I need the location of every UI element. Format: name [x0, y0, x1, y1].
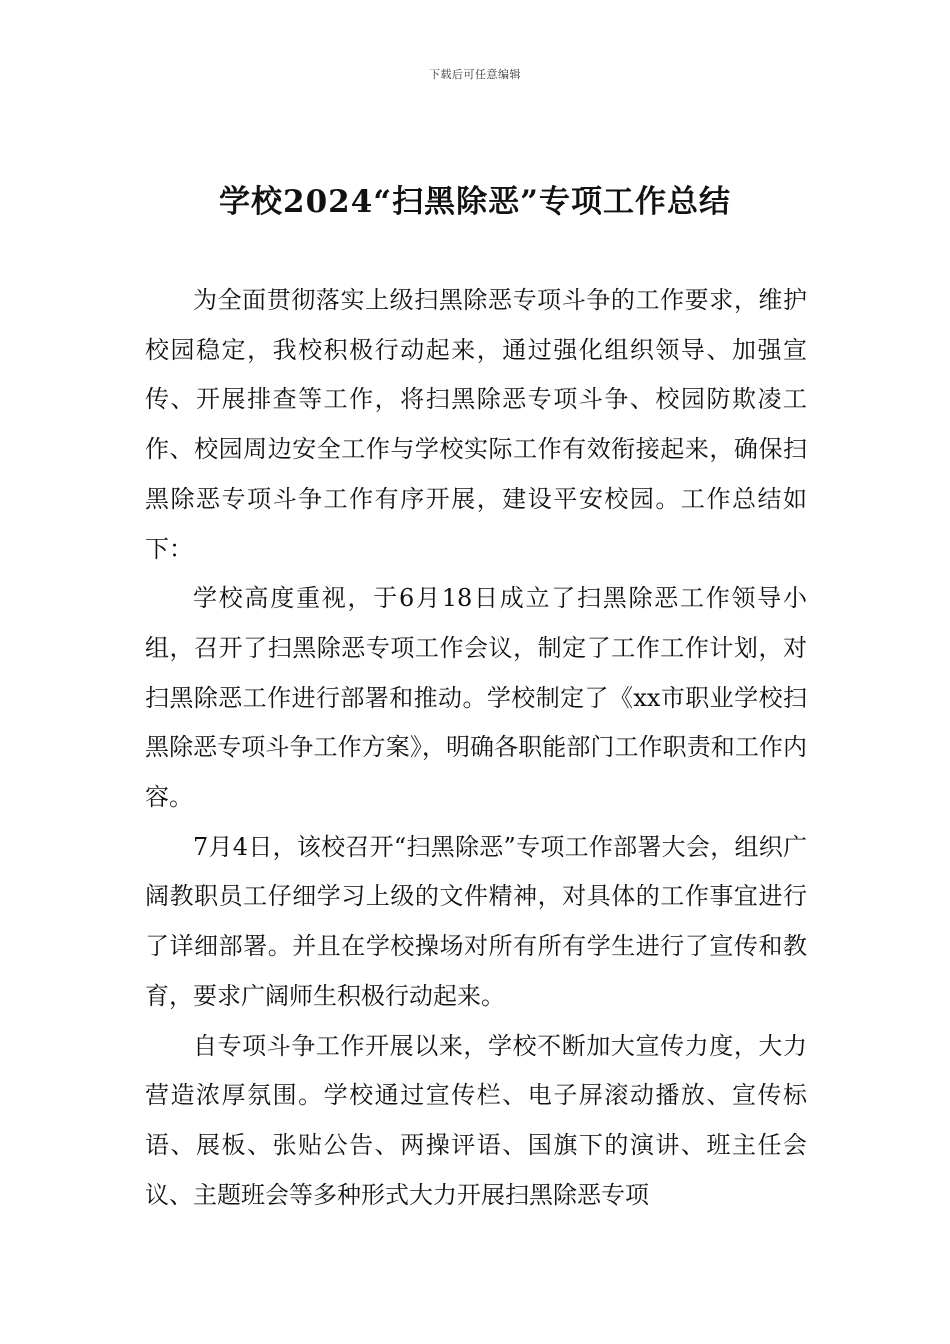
paragraph-publicity: 自专项斗争工作开展以来，学校不断加大宣传力度，大力营造浓厚氛围。学校通过宣传栏、电子屏滚动播放、宣传标语、展板、张贴公告、两操评语、国旗下的演讲、班主任会议、主题班会等多种形式大力开展扫黑除恶专项: [145, 1031, 807, 1209]
document-body: [145, 276, 807, 1220]
header-note: 下载后可任意编辑: [429, 68, 521, 81]
paragraph-leadership: 学校高度重视，于6月18日成立了扫黑除恶工作领导小组，召开了扫黑除恶专项工作会议，制定了工作工作计划，对扫黑除恶工作进行部署和推动。学校制定了《xx市职业学校扫黑除恶专项斗争工作方案》，明确各职能部门工作职责和工作内容。: [145, 584, 807, 812]
paragraph-intro: 为全面贯彻落实上级扫黑除恶专项斗争的工作要求，维护校园稳定，我校积极行动起来，通过强化组织领导、加强宣传、开展排查等工作，将扫黑除恶专项斗争、校园防欺凌工作、校园周边安全工作与学校实际工作有效衔接起来，确保扫黑除恶专项斗争工作有序开展，建设平安校园。工作总结如下：: [145, 286, 807, 563]
paragraph-meeting: 7月4日，该校召开“扫黑除恶”专项工作部署大会，组织广阔教职员工仔细学习上级的文件精神，对具体的工作事宜进行了详细部署。并且在学校操场对所有所有学生进行了宣传和教育，要求广阔师生积极行动起来。: [145, 832, 807, 1010]
document-title: 学校2024“扫黑除恶”专项工作总结: [219, 184, 731, 220]
